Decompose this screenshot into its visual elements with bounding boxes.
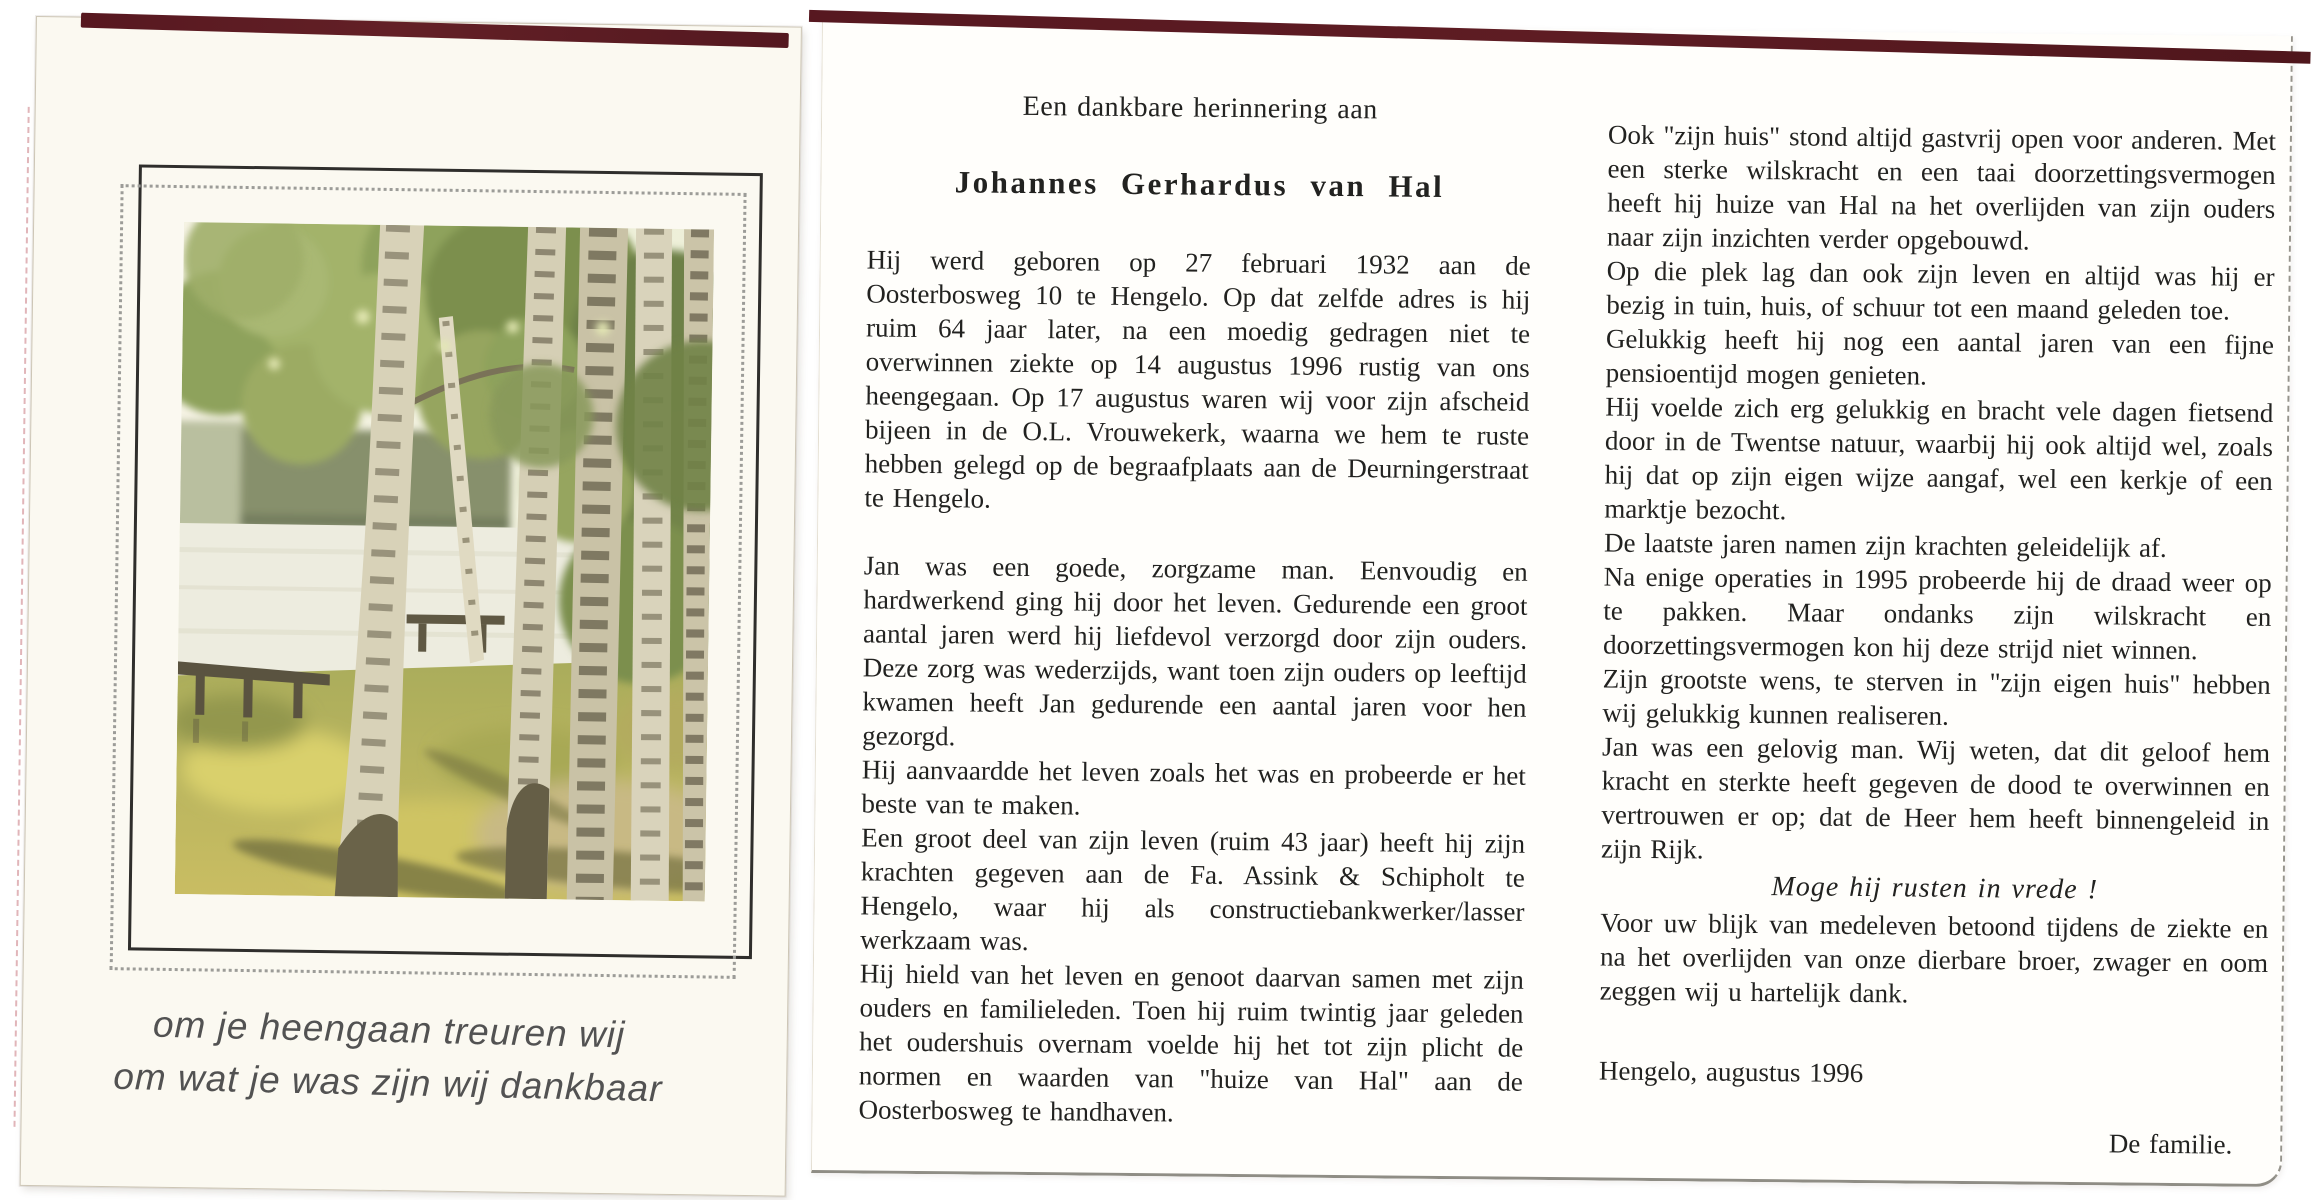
paragraph: De laatste jaren namen zijn krachten geleidelijk af. <box>1603 527 2167 563</box>
obituary-page <box>811 22 2293 1187</box>
caption-line-1: om je heengaan treuren wij <box>152 1003 626 1056</box>
memorial-caption <box>55 997 721 1117</box>
page-top-edge <box>809 10 2311 64</box>
obituary-column-left <box>858 88 1532 1132</box>
left-card <box>20 16 802 1197</box>
rest-in-peace-line: Moge hij rusten in vrede ! <box>1771 871 2099 906</box>
paragraph: Hij hield van het leven en genoot daarvan samen met zijn ouders en familieleden. Toen hij ruim twintig jaar geleden het oudershuis overnam voelde hij het tot zijn plicht de normen en waarden van "huize van Hal" aan de Oosterbosweg te handhaven. <box>858 958 1524 1128</box>
deceased-name: Johannes Gerhardus van Hal <box>954 164 1445 204</box>
paragraph: Hij werd geboren op 27 februari 1932 aan de Oosterbosweg 10 te Hengelo. Op dat zelfde adres is hij ruim 64 jaar later, na een moedig gedragen niet te overwinnen ziekte op 14 augustus 1996 rustig van ons heengegaan. Op 17 augustus waren wij voor zijn afscheid bijeen in de O.L. Vrouwekerk, waarna we hem te ruste hebben gelegd op de begraafplaats aan de Deurningerstraat te Hengelo. <box>864 244 1531 514</box>
paragraph: Hij voelde zich erg gelukkig en bracht vele dagen fietsend door in de Twentse natuur, waarbij hij ook altijd wel, zoals hij dat op zijn eigen wijze aangaf, wel een kerkje of een marktje bezocht. <box>1604 391 2274 526</box>
paragraph: Zijn grootste wens, te sterven in "zijn eigen huis" hebben wij gelukkig kunnen realiseren. <box>1602 663 2271 731</box>
dedication-line: Een dankbare herinnering aan <box>1022 90 1378 126</box>
paragraph: Jan was een goede, zorgzame man. Eenvoudig en hardwerkend ging hij door het leven. Gedurende een groot aantal jaren werd hij liefdevol verzorgd door zijn ouders. Deze zorg was wederzijds, want toen zijn ouders op leeftijd kwamen heeft Jan gedurende een aantal jaren voor hen gezorgd. <box>862 550 1528 752</box>
paragraph: Ook "zijn huis" stond altijd gastvrij open voor anderen. Met een sterke wilskracht en een taai doorzettingsvermogen heeft hij huize van Hal na het overlijden van zijn ouders naar zijn inzichten verder opgebouwd. <box>1606 119 2277 256</box>
birch-lake-photo <box>175 222 714 901</box>
family-signature: De familie. <box>2108 1128 2233 1160</box>
paragraph: Gelukkig heeft hij nog een aantal jaren van een fijne pensioentijd mogen genieten. <box>1605 323 2275 391</box>
paragraph: Jan was een gelovig man. Wij weten, dat dit geloof hem kracht en sterkte heeft gegeven de dood te overwinnen en vertrouwen er op; dat de Heer hem heeft binnengeleid in zijn Rijk. <box>1600 731 2271 865</box>
paragraph: Hij aanvaardde het leven zoals het was en probeerde er het beste van te maken. <box>861 754 1526 821</box>
paragraph: Een groot deel van zijn leven (ruim 43 jaar) heeft hij zijn krachten gegeven aan de Fa. Assink & Schipholt te Hengelo, waar hij als constructiebankwerker/lasser werkzaam was. <box>860 822 1526 957</box>
card-top-edge <box>81 13 789 48</box>
scan-edge-artifact <box>13 107 29 1127</box>
paragraph: Na enige operaties in 1995 probeerde hij de draad weer op te pakken. Maar ondanks zijn wilskracht en doorzettingsvermogen kon hij deze strijd niet winnen. <box>1602 561 2272 666</box>
place-date: Hengelo, augustus 1996 <box>1598 1055 1864 1089</box>
paragraph: Op die plek lag dan ook zijn leven en altijd was hij er bezig in tuin, huis, of schuur tot een maand geleden toe. <box>1606 255 2275 326</box>
obituary-column-right <box>1598 118 2276 1162</box>
thanks-paragraph: Voor uw blijk van medeleven betoond tijdens de ziekte en na het overlijden van onze dierbare broer, zwager en oom zeggen wij u hartelijk dank. <box>1599 907 2269 1009</box>
caption-line-2: om wat je was zijn wij dankbaar <box>112 1055 663 1109</box>
